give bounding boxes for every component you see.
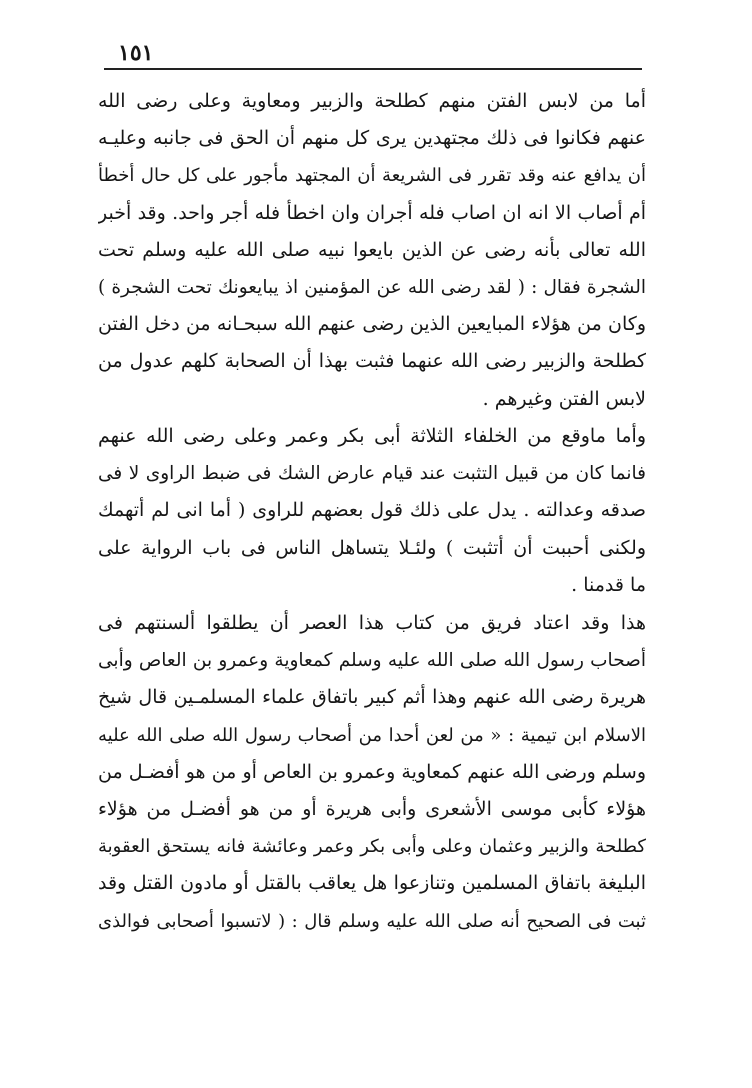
text-line: لابس الفتن وغيرهم . bbox=[482, 387, 646, 410]
text-line: هؤلاء كأبى موسى الأشعرى وأبى هريرة أو من هو أفضـل من هؤلاء bbox=[98, 797, 646, 820]
paragraph-1 bbox=[98, 83, 646, 418]
paragraph-3 bbox=[98, 605, 646, 940]
text-line: الشجرة فقال : ( لقد رضى الله عن المؤمنين اذ يبايعونك تحت الشجرة ) bbox=[98, 276, 646, 298]
text-line: الاسلام ابن تيمية : « من لعن أحدا من أصحاب رسول الله صلى الله عليه bbox=[98, 724, 646, 746]
paragraph-2 bbox=[98, 418, 646, 604]
text-line: كطلحة والزبير رضى الله عنهما فثبت بهذا أن الصحابة كلهم عدول من bbox=[98, 350, 646, 373]
text-line: وكان من هؤلاء المبايعين الذين رضى عنهم الله سبحـانه من دخل الفتن bbox=[98, 313, 646, 336]
text-line: صدقه وعدالته . يدل على ذلك قول بعضهم للراوى ( أما انى لم أتهمك bbox=[98, 499, 646, 522]
text-line: الله تعالى بأنه رضى عن الذين بايعوا نبيه صلى الله عليه وسلم تحت bbox=[98, 238, 646, 261]
text-line: ولكنى أحببت أن أتثبت ) ولئـلا يتساهل الناس فى باب الرواية على bbox=[98, 536, 646, 559]
text-line: أصحاب رسول الله صلى الله عليه وسلم كمعاوية وعمرو بن العاص وأبى bbox=[98, 650, 646, 672]
text-line: أما من لابس الفتن منهم كطلحة والزبير ومعاوية وعلى رضى الله bbox=[98, 90, 646, 112]
text-line: أن يدافع عنه وقد تقرر فى الشريعة أن المجتهد مأجور على كل حال أخطأ bbox=[98, 165, 646, 187]
header-rule bbox=[104, 68, 642, 70]
text-line: أم أصاب الا انه ان اصاب فله أجران وان اخطأ فله أجر واحد. وقد أخبر bbox=[98, 201, 646, 224]
text-line: وسلم ورضى الله عنهم كمعاوية وعمرو بن العاص أو من هو أفضـل من bbox=[98, 760, 646, 783]
text-line: ما قدمنا . bbox=[571, 573, 646, 596]
text-line: كطلحة والزبير وعثمان وعلى وأبى بكر وعمر وعائشة فانه يستحق العقوبة bbox=[98, 836, 646, 858]
text-line: هذا وقد اعتاد فريق من كتاب هذا العصر أن يطلقوا ألسنتهم فى bbox=[98, 612, 646, 634]
text-line: وأما ماوقع من الخلفاء الثلاثة أبى بكر وعمر وعلى رضى الله عنهم bbox=[98, 425, 646, 447]
text-line: البليغة باتفاق المسلمين وتنازعوا هل يعاقب بالقتل أو مادون القتل وقد bbox=[98, 872, 646, 895]
page-number: ١٥١ bbox=[118, 40, 154, 66]
text-line: عنهم فكانوا فى ذلك مجتهدين يرى كل منهم أن الحق فى جانبه وعليـه bbox=[98, 127, 646, 150]
text-line: فانما كان من قبيل التثبت عند قيام عارض الشك فى ضبط الراوى لا فى bbox=[98, 463, 646, 485]
text-line: ثبت فى الصحيح أنه صلى الله عليه وسلم قال : ( لاتسبوا أصحابى فوالذى bbox=[98, 910, 646, 932]
text-line: هريرة رضى الله عنهم وهذا أثم كبير باتفاق علماء المسلمـين قال شيخ bbox=[98, 686, 646, 709]
